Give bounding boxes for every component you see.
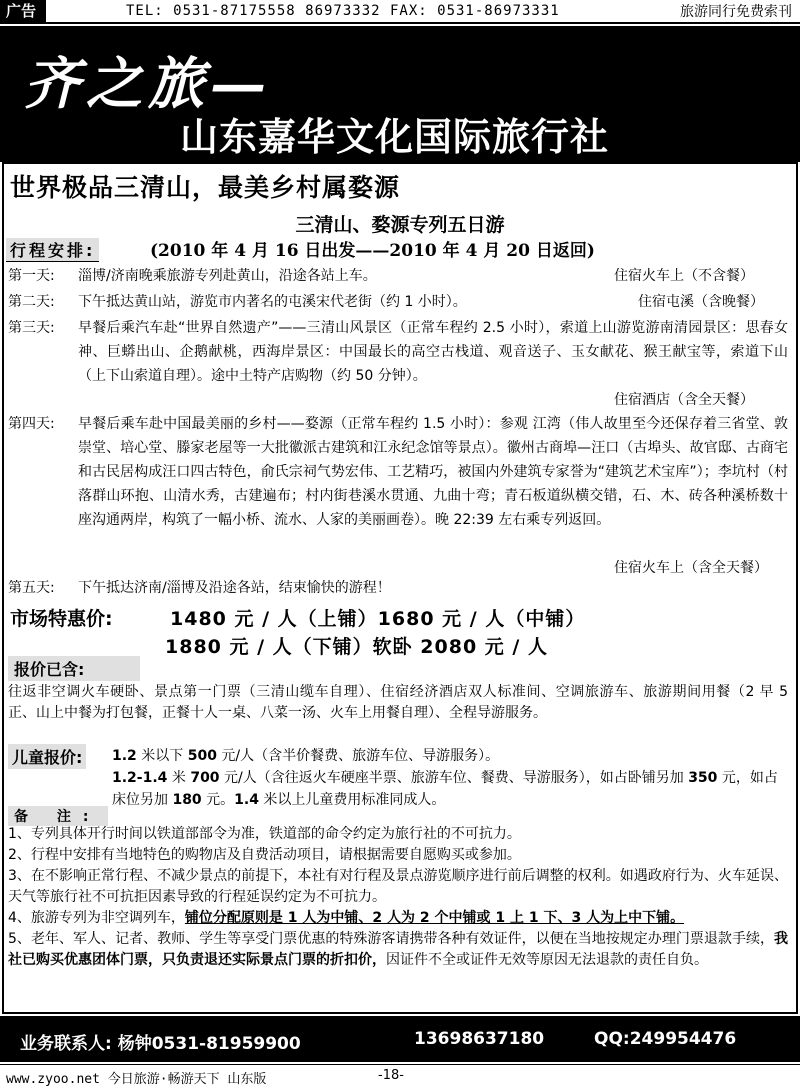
footer-mobile: 13698637180 (414, 1029, 545, 1049)
headline: 世界极品三清山，最美乡村属婺源 (10, 173, 401, 202)
day-label: 第三天: (8, 320, 55, 336)
footer-qq: QQ:249954476 (594, 1029, 737, 1049)
top-contact: TEL: 0531-87175558 86973332 FAX: 0531-86973331 (126, 3, 560, 19)
includes-label: 报价已含: (8, 656, 140, 681)
child-price-text (112, 745, 790, 811)
price-line-1: 1480 元 / 人（上铺）1680 元 / 人（中铺） (170, 608, 586, 630)
day-item (8, 576, 788, 600)
child-price-line-1: 1.2 米以下 500 元/人（含半价餐费、旅游车位、导游服务）。 (112, 748, 500, 764)
header-banner (0, 26, 800, 162)
day-stay: 住宿屯溪（含晚餐） (638, 294, 764, 310)
footer-contact: 业务联系人: 杨钟0531-81959900 (20, 1034, 301, 1054)
day-item (8, 264, 788, 288)
note-item: 1、专列具体开行时间以铁道部部令为准，铁道部的命令约定为旅行社的不可抗力。 (8, 826, 521, 842)
day-text: 淄博/济南晚乘旅游专列赴黄山，沿途各站上车。 (78, 268, 377, 284)
day-label: 第四天: (8, 416, 55, 432)
day-label: 第五天: (8, 580, 55, 596)
ad-tag: 广告 (0, 0, 46, 22)
tour-title: 三清山、婺源专列五日游 (295, 214, 505, 236)
day-text: 早餐后乘汽车赴“世界自然遗产”——三清山风景区（正常车程约 2.5 小时），索道上山游览游南清园景区：思春女神、巨蟒出山、企鹅献桃，西海岸景区：中国最长的高空古栈道、观音送子、玉女献花、猴王献宝等，索道下山（上下山索道自理）。途中土特产店购物（约 50 分钟）。 (78, 320, 788, 384)
day-item (8, 316, 788, 412)
includes-text: 往返非空调火车硬卧、景点第一门票（三清山缆车自理）、住宿经济酒店双人标准间、空调旅游车、旅游期间用餐（2 早 5 正、山上中餐为打包餐，正餐十人一桌、八菜一汤、火车上用餐自理）、全程导游服务。 (8, 684, 788, 721)
company-name: 山东嘉华文化国际旅行社 (180, 115, 610, 159)
day-label: 第一天: (8, 268, 55, 284)
day-item (8, 412, 788, 576)
child-price-line-2: 1.2-1.4 米 700 元/人（含往返火车硬座半票、旅游车位、餐费、导游服务），如占卧铺另加 350 元，如占床位另加 180 元。1.4 米以上儿童费用标准同成人。 (112, 770, 778, 808)
day-label: 第二天: (8, 294, 55, 310)
top-divider (0, 22, 800, 24)
note-item: 4、旅游专列为非空调列车，铺位分配原则是 1 人为中铺、2 人为 2 个中铺或 1 上 1 下、3 人为上中下铺。 (8, 910, 685, 926)
itinerary-label: 行程安排: (6, 238, 99, 262)
bottom-bar (0, 1066, 800, 1086)
notes-list (8, 824, 788, 971)
bottom-divider (0, 1064, 800, 1065)
top-bar (0, 0, 800, 22)
footer-contact-bar (0, 1016, 800, 1062)
site-url: www.zyoo.net 今日旅游·畅游天下 山东版 (6, 1072, 267, 1086)
day-stay: 住宿火车上（含全天餐） (614, 560, 768, 576)
day-text: 下午抵达济南/淄博及沿途各站，结束愉快的游程！ (78, 580, 391, 596)
day-stay: 住宿火车上（不含餐） (614, 268, 754, 284)
day-stay: 住宿酒店（含全天餐） (614, 392, 754, 408)
tour-dates: (2010 年 4 月 16 日出发——2010 年 4 月 20 日返回) (150, 241, 595, 261)
day-text: 早餐后乘车赴中国最美丽的乡村——婺源（正常车程约 1.5 小时）：参观 江湾（伟人故里至今还保存着三省堂、敦崇堂、培心堂、滕家老屋等一大批徽派古建筑和江永纪念馆等景点）。徽州古商埠—汪口（古埠头、故官邸、古商宅和古民居构成汪口四古特色，俞氏宗祠气势宏伟、工艺精巧，被国内外建筑专家誉为“建筑艺术宝库”）；李坑村（村落群山环抱、山清水秀，古建遍布；村内街巷溪水贯通、九曲十弯；青石板道纵横交错，石、木、砖各种溪桥数十座沟通两岸，构筑了一幅小桥、流水、人家的美丽画卷）。晚 22:39 左右乘专列返回。 (78, 416, 788, 528)
note-item: 3、在不影响正常行程、不减少景点的前提下，本社有对行程及景点游览顺序进行前后调整的权利。如遇政府行为、火车延误、天气等旅行社不可抗拒因素导致的行程延误约定为不可抗力。 (8, 868, 788, 905)
notes-label: 备 注: (8, 806, 108, 826)
day-item (8, 290, 788, 314)
day-text: 下午抵达黄山站，游览市内著名的屯溪宋代老街（约 1 小时）。 (78, 294, 467, 310)
slogan: 齐之旅— (24, 51, 272, 117)
page-number: -18- (378, 1068, 404, 1083)
child-price-label: 儿童报价: (8, 744, 86, 769)
note-item: 5、老年、军人、记者、教师、学生等享受门票优惠的特殊游客请携带各种有效证件，以便在当地按规定办理门票退款手续，我社已购买优惠团体门票，只负责退还实际景点门票的折扣价，因证件不全或证件无效等原因无法退款的责任自负。 (8, 931, 788, 968)
price-title: 市场特惠价: (10, 608, 113, 630)
top-right-note: 旅游同行免费索刊 (680, 4, 792, 20)
price-line-2: 1880 元 / 人（下铺）软卧 2080 元 / 人 (165, 636, 548, 658)
note-item: 2、行程中安排有当地特色的购物店及自费活动项目，请根据需要自愿购买或参加。 (8, 847, 521, 863)
